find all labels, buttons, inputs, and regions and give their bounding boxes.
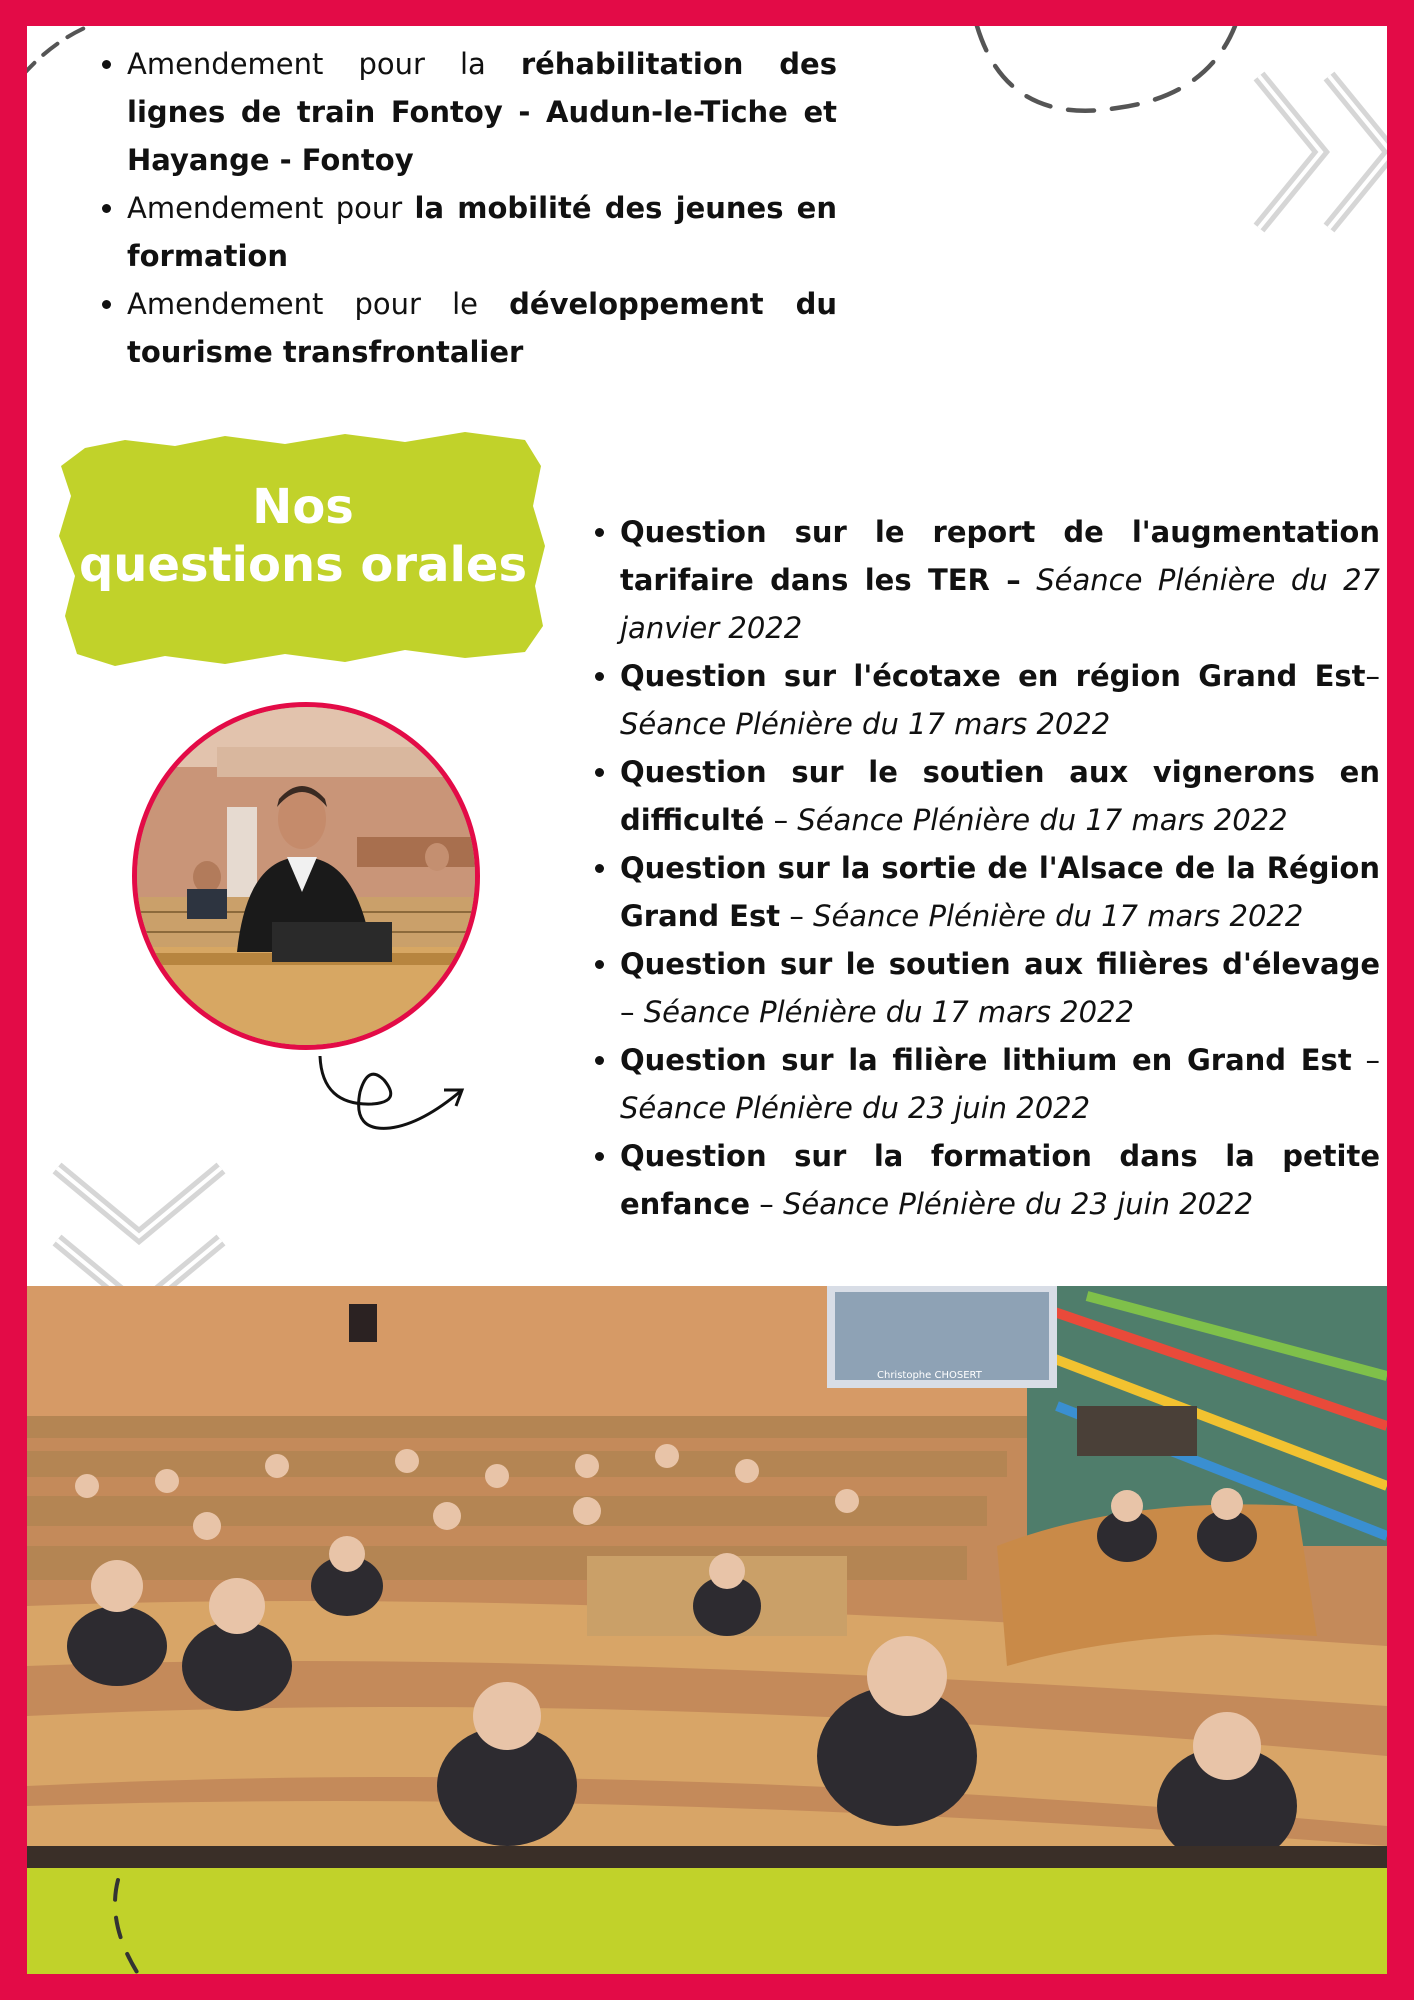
- page: [27, 26, 1387, 1974]
- curly-arrow-decoration: [312, 1046, 472, 1146]
- dashed-arc-decoration: [102, 1876, 162, 1974]
- assembly-photo: [27, 1286, 1387, 1868]
- screen-caption: Christophe CHOSERT: [877, 1370, 982, 1381]
- section-title: Nos questions orales: [78, 479, 528, 593]
- list-item: • Question sur le soutien aux vignerons en difficulté – Séance Plénière du 17 mars 2022: [620, 748, 1380, 844]
- dashed-arc-decoration: [967, 26, 1257, 126]
- double-chevron-right-icon: [1251, 62, 1387, 242]
- list-item: • Question sur la formation dans la petite enfance – Séance Plénière du 23 juin 2022: [620, 1132, 1380, 1228]
- list-item: • Question sur la filière lithium en Grand Est – Séance Plénière du 23 juin 2022: [620, 1036, 1380, 1132]
- list-item: • Question sur le report de l'augmentation tarifaire dans les TER – Séance Plénière du 27 janvier 2022: [620, 508, 1380, 652]
- amendment-list: [63, 40, 837, 376]
- list-item: • Amendement pour le développement du tourisme transfrontalier: [127, 280, 837, 376]
- oral-questions-list: [582, 508, 1380, 1228]
- list-item: • Question sur l'écotaxe en région Grand Est– Séance Plénière du 17 mars 2022: [620, 652, 1380, 748]
- footer-band: [27, 1868, 1387, 1974]
- list-item: • Amendement pour la mobilité des jeunes en formation: [127, 184, 837, 280]
- list-item: • Question sur le soutien aux filières d'élevage – Séance Plénière du 17 mars 2022: [620, 940, 1380, 1036]
- speaker-photo: [132, 702, 480, 1050]
- list-item: • Question sur la sortie de l'Alsace de la Région Grand Est – Séance Plénière du 17 mars 2022: [620, 844, 1380, 940]
- list-item: • Amendement pour la réhabilitation des lignes de train Fontoy - Audun-le-Tiche et Hayange - Fontoy: [127, 40, 837, 184]
